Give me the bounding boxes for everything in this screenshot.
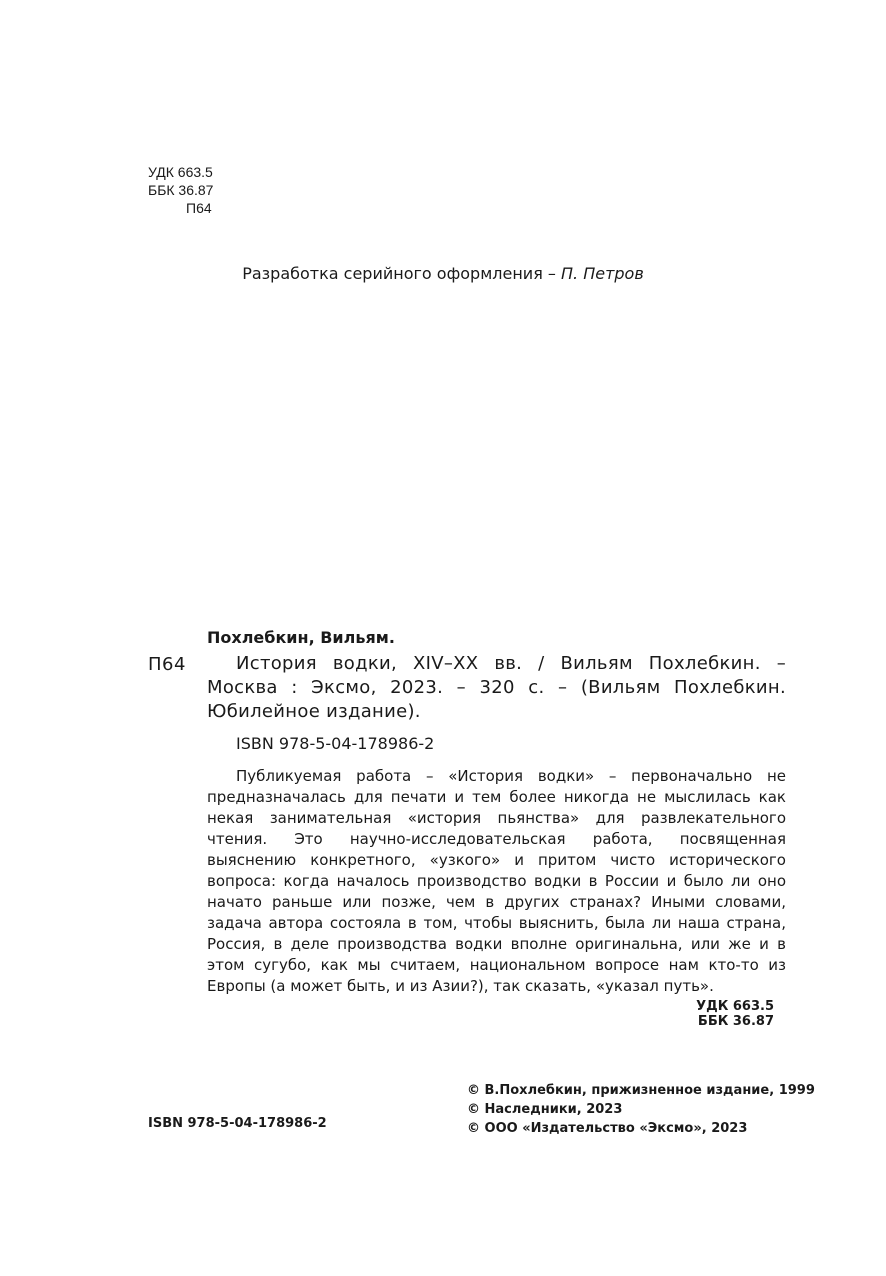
bbk-code: ББК 36.87 xyxy=(148,182,214,198)
bottom-classification-codes xyxy=(600,999,774,1029)
isbn-bottom: ISBN 978-5-04-178986-2 xyxy=(148,1116,327,1131)
bibliography-code: П64 xyxy=(148,654,186,675)
copyright-notices xyxy=(467,1081,815,1138)
bottom-bbk-code: ББК 36.87 xyxy=(697,1014,774,1029)
copyright-line: © В.Похлебкин, прижизненное издание, 1999 xyxy=(467,1083,815,1098)
copyright-line: © Наследники, 2023 xyxy=(467,1102,623,1117)
design-credit xyxy=(0,263,886,285)
udk-code: УДК 663.5 xyxy=(148,164,213,180)
design-credit-label: Разработка серийного оформления – xyxy=(242,264,561,283)
bibliography-author: Похлебкин, Вильям. xyxy=(207,628,395,647)
classification-codes xyxy=(148,163,213,217)
copyright-line: © ООО «Издательство «Эксмо», 2023 xyxy=(467,1121,748,1136)
abstract-paragraph: Публикуемая работа – «История водки» – первоначально не предназначалась для печати и тем более никогда не мыслилась как некая занимательная «история пьянства» для развлекательного чтения. Это научно-исследовательская работа, посвященная выяснению конкретного, «узкого» и притом чисто исторического вопроса: когда началось производство водки в России и было ли оно начато раньше или позже, чем в других странах? Иными словами, задача автора состояла в том, чтобы выяснить, была ли наша страна, Россия, в деле производства водки вполне оригинальна, или же и в этом сугубо, как мы считаем, национальном вопросе нам кто-то из Европы (а может быть, и из Азии?), так сказать, «указал путь». xyxy=(207,767,786,995)
author-sign-code: П64 xyxy=(186,200,212,216)
bibliography-isbn: ISBN 978-5-04-178986-2 xyxy=(236,734,435,753)
bibliography-description: История водки, XIV–XX вв. / Вильям Похлебкин. – Москва : Эксмо, 2023. – 320 с. – (Вильям Похлебкин. Юбилейное издание). xyxy=(207,653,786,722)
design-credit-person: П. Петров xyxy=(561,264,644,283)
bottom-udk-code: УДК 663.5 xyxy=(696,999,774,1014)
